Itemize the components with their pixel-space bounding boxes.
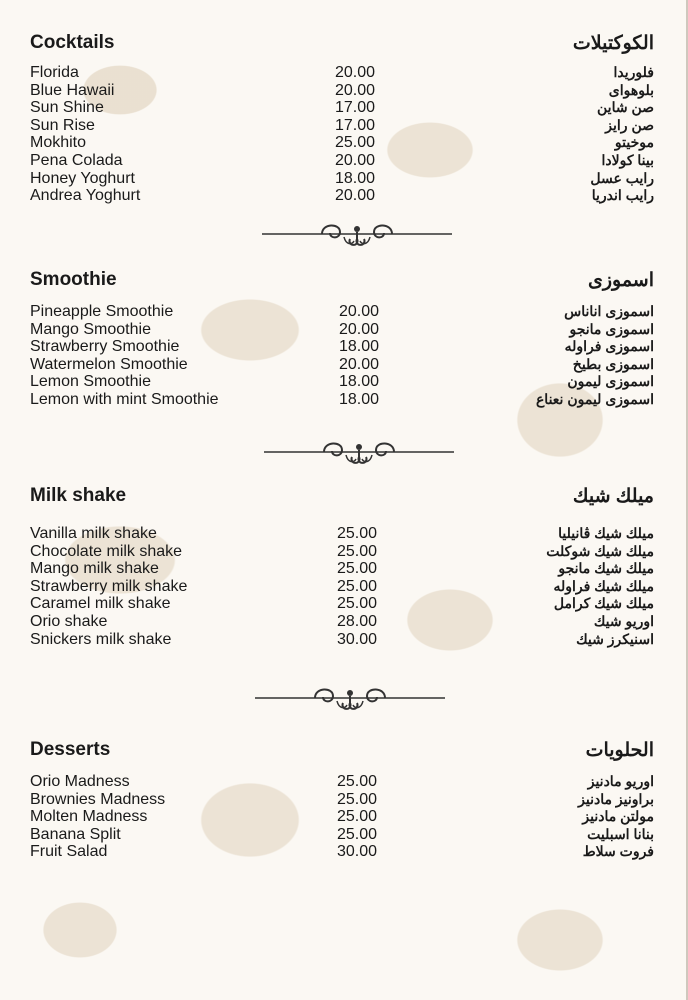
menu-item	[0, 373, 688, 391]
item-name-en: Mango Smoothie	[30, 320, 151, 338]
item-name-ar: اسموزى بطيخ	[572, 355, 654, 372]
section-title-ar: الحلويات	[585, 740, 654, 761]
item-price: 20.00	[335, 81, 376, 99]
item-name-ar: اسنيكرز شيك	[576, 630, 654, 647]
item-name-en: Chocolate milk shake	[30, 542, 183, 560]
item-name-en: Honey Yoghurt	[30, 169, 135, 187]
menu-item	[0, 631, 688, 649]
item-price: 18.00	[339, 338, 380, 356]
item-price: 25.00	[337, 773, 378, 790]
item-price: 20.00	[339, 320, 380, 338]
item-name-en: Banana Split	[30, 825, 121, 843]
menu-item	[0, 99, 688, 117]
item-name-ar: مولتن مادنيز	[582, 808, 654, 825]
item-name-ar: اسموزى اناناس	[564, 303, 654, 319]
section-title-en: Desserts	[30, 739, 111, 760]
menu-item	[0, 303, 688, 321]
item-price: 25.00	[337, 542, 378, 560]
menu-item	[0, 170, 688, 188]
item-name-en: Sun Rise	[30, 116, 95, 134]
item-name-en: Molten Madness	[30, 808, 148, 826]
menu-item	[0, 808, 688, 826]
item-name-ar: بلوهواى	[608, 81, 654, 98]
item-name-ar: ميلك شيك ڤانيليا	[558, 525, 654, 541]
section-title-en: Smoothie	[30, 269, 117, 290]
item-name-en: Mokhito	[30, 134, 87, 152]
item-price: 20.00	[335, 187, 376, 205]
item-price: 25.00	[337, 808, 378, 826]
item-name-en: Snickers milk shake	[30, 630, 172, 648]
menu-item	[0, 560, 688, 578]
menu-item	[0, 525, 688, 543]
item-name-en: Fruit Salad	[30, 843, 108, 861]
item-name-ar: ميلك شيك فراوله	[553, 577, 654, 594]
menu-item	[0, 134, 688, 152]
item-name-ar: موخيتو	[614, 134, 654, 151]
item-name-en: Orio shake	[30, 613, 108, 630]
menu-item	[0, 613, 688, 631]
item-price: 25.00	[337, 577, 378, 595]
ornament-divider-icon	[262, 219, 452, 249]
item-name-en: Orio Madness	[30, 773, 130, 790]
menu-item	[0, 117, 688, 135]
menu-item	[0, 543, 688, 561]
item-price: 25.00	[337, 560, 378, 578]
item-name-en: Lemon Smoothie	[30, 373, 151, 391]
item-name-ar: ميلك شيك شوكلت	[546, 542, 654, 559]
item-price: 18.00	[335, 169, 376, 187]
menu-item	[0, 356, 688, 374]
item-name-ar: ميلك شيك كرامل	[553, 595, 654, 612]
item-name-en: Mango milk shake	[30, 560, 159, 578]
item-name-ar: بينا كولادا	[601, 152, 654, 168]
menu-item	[0, 595, 688, 613]
ornament-divider-icon	[255, 683, 445, 713]
item-price: 20.00	[339, 303, 380, 320]
item-name-ar: فلوريدا	[613, 64, 654, 80]
item-name-en: Sun Shine	[30, 99, 104, 117]
item-name-ar: صن رايز	[605, 116, 654, 133]
item-name-ar: فروت سلاط	[582, 843, 654, 860]
item-name-ar: اسموزى فراوله	[564, 338, 654, 355]
item-price: 30.00	[337, 843, 378, 861]
item-name-ar: اسموزى ليمون	[567, 373, 654, 390]
item-name-en: Vanilla milk shake	[30, 525, 157, 542]
menu-item	[0, 791, 688, 809]
ornament-divider-icon	[264, 437, 454, 467]
item-name-en: Pena Colada	[30, 152, 123, 169]
menu-item	[0, 773, 688, 791]
item-price: 25.00	[337, 595, 378, 613]
section-title-ar: ميلك شيك	[572, 486, 654, 507]
menu-item	[0, 578, 688, 596]
item-name-ar: اوريو شيك	[593, 613, 654, 629]
item-name-ar: براونيز مادنيز	[578, 790, 654, 807]
item-price: 25.00	[335, 134, 376, 152]
item-name-en: Brownies Madness	[30, 790, 166, 808]
item-price: 25.00	[337, 790, 378, 808]
item-price: 18.00	[339, 391, 380, 408]
item-price: 30.00	[337, 630, 378, 648]
menu-item	[0, 321, 688, 339]
item-name-ar: صن شاين	[597, 99, 654, 116]
item-price: 17.00	[335, 99, 376, 117]
item-name-en: Watermelon Smoothie	[30, 355, 188, 373]
item-price: 28.00	[337, 613, 378, 630]
item-name-ar: رايب عسل	[590, 169, 654, 186]
menu-item	[0, 843, 688, 861]
item-name-en: Strawberry Smoothie	[30, 338, 180, 356]
item-name-en: Pineapple Smoothie	[30, 303, 174, 320]
item-price: 25.00	[337, 525, 378, 542]
item-name-en: Blue Hawaii	[30, 81, 115, 99]
item-price: 20.00	[335, 152, 376, 169]
item-name-ar: اوريو مادنيز	[587, 773, 654, 789]
menu-item	[0, 338, 688, 356]
item-price: 25.00	[337, 825, 378, 843]
menu-item	[0, 391, 688, 409]
item-price: 20.00	[335, 64, 376, 81]
menu-item	[0, 826, 688, 844]
item-name-en: Florida	[30, 64, 79, 81]
section-title-ar: الكوكتيلات	[572, 33, 654, 54]
section-title-en: Milk shake	[30, 485, 127, 506]
item-name-en: Lemon with mint Smoothie	[30, 391, 219, 408]
section-title-ar: اسموزى	[587, 270, 654, 291]
item-name-en: Caramel milk shake	[30, 595, 171, 613]
menu-item	[0, 187, 688, 205]
item-name-ar: رايب اندريا	[591, 187, 654, 204]
section-title-en: Cocktails	[30, 32, 115, 53]
item-name-ar: اسموزى مانجو	[569, 320, 654, 337]
menu-item	[0, 152, 688, 170]
item-name-ar: اسموزى ليمون نعناع	[535, 391, 654, 407]
item-name-ar: ميلك شيك مانجو	[558, 560, 654, 577]
item-name-en: Andrea Yoghurt	[30, 187, 141, 205]
item-price: 18.00	[339, 373, 380, 391]
item-name-en: Strawberry milk shake	[30, 577, 188, 595]
item-price: 17.00	[335, 116, 376, 134]
item-name-ar: بنانا اسبليت	[587, 825, 654, 842]
menu-item	[0, 82, 688, 100]
item-price: 20.00	[339, 355, 380, 373]
menu-item	[0, 64, 688, 82]
